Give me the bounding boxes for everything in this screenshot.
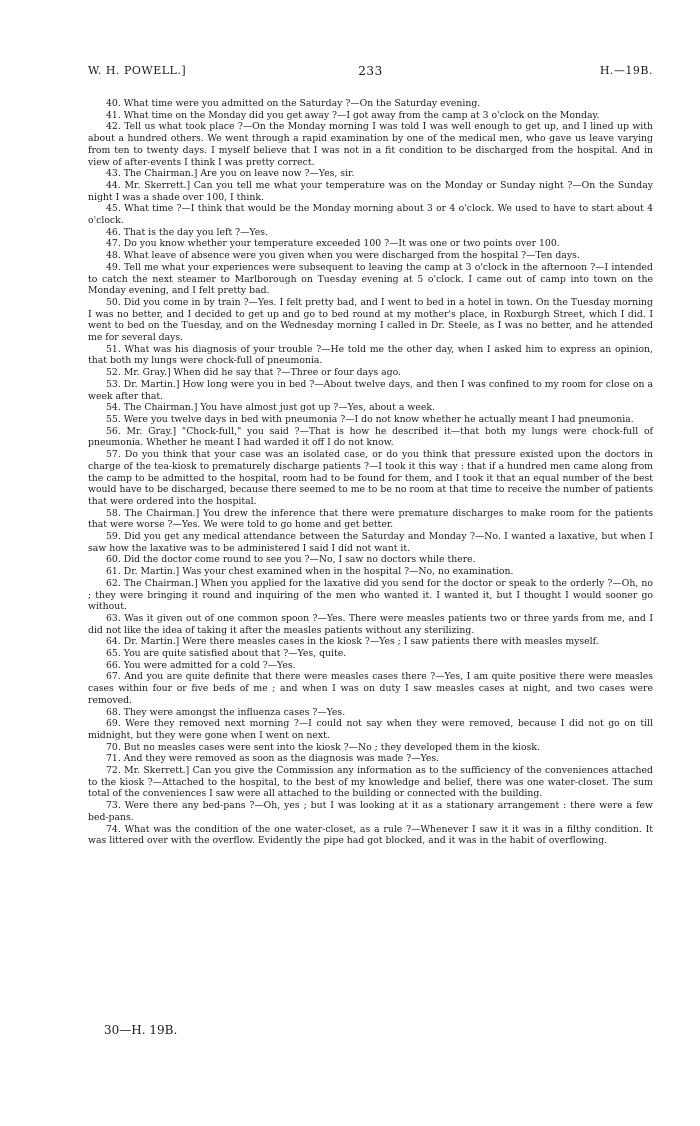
testimony-body xyxy=(88,98,653,847)
testimony-paragraph: 58. The Chairman.] You drew the inference that there were premature discharges to make room for the patients that were worse ?—Yes. We were told to go home and get better. xyxy=(88,507,653,531)
testimony-paragraph: 52. Mr. Gray.] When did he say that ?—Three or four days ago. xyxy=(106,367,401,379)
testimony-paragraph: 70. But no measles cases were sent into the kiosk ?—No ; they developed them in the kiosk. xyxy=(106,741,540,753)
testimony-paragraph: 51. What was his diagnosis of your trouble ?—He told me the other day, when I asked him to express an opinion, that both my lungs were chock-full of pneumonia. xyxy=(88,343,653,367)
testimony-paragraph: 65. You are quite satisfied about that ?—Yes, quite. xyxy=(106,648,347,660)
testimony-paragraph: 45. What time ?—I think that would be the Monday morning about 3 or 4 o'clock. We used to have to start about 4 o'clock. xyxy=(88,203,653,227)
testimony-paragraph: 43. The Chairman.] Are you on leave now ?—Yes, sir. xyxy=(106,168,355,180)
testimony-paragraph: 62. The Chairman.] When you applied for the laxative did you send for the doctor or speak to the orderly ?—Oh, no ; they were bringing it round and inquiring of the men who wanted it. I wanted it, but I thought I would sooner go without. xyxy=(88,577,653,613)
testimony-paragraph: 68. They were amongst the influenza cases ?—Yes. xyxy=(106,706,346,718)
header-document-reference: H.—19B. xyxy=(599,64,653,77)
testimony-paragraph: 46. That is the day you left ?—Yes. xyxy=(106,226,268,238)
testimony-paragraph: 42. Tell us what took place ?—On the Monday morning I was told I was well enough to get up, and I lined up with about a hundred others. We went through a rapid examination by one of the medical men, who gave us leave varying from ten to twenty days. I myself believe that I was not in a fit condition to be discharged from the hospital. And in view of after-events I think I was pretty correct. xyxy=(88,121,653,168)
testimony-paragraph: 73. Were there any bed-pans ?—Oh, yes ; but I was looking at it as a stationary arrangement : there were a few bed-pans. xyxy=(88,800,653,823)
testimony-paragraph: 55. Were you twelve days in bed with pneumonia ?—I do not know whether he actually meant I had pneumonia. xyxy=(106,413,634,425)
running-head xyxy=(88,64,653,80)
testimony-paragraph: 44. Mr. Skerrett.] Can you tell me what your temperature was on the Monday or Sunday night ?—On the Sunday night I was a shade over 100, I think. xyxy=(88,179,653,203)
testimony-paragraph: 60. Did the doctor come round to see you ?—No, I saw no doctors while there. xyxy=(106,554,476,566)
header-witness-name: W. H. POWELL.] xyxy=(88,64,187,77)
testimony-paragraph: 50. Did you come in by train ?—Yes. I felt pretty bad, and I went to bed in a hotel in town. On the Tuesday morning I was no better, and I decided to get up and go to bed round at my mother's place, in Roxburgh Street, which I did. I went to bed on the Tuesday, and on the Wednesday morning I called in Dr. Steele, as I was no better, and he attended me for several days. xyxy=(88,296,653,344)
testimony-paragraph: 47. Do you know whether your temperature exceeded 100 ?—It was one or two points over 100. xyxy=(106,238,560,250)
testimony-paragraph: 49. Tell me what your experiences were subsequent to leaving the camp at 3 o'clock in the afternoon ?—I intended to catch the next steamer to Marlborough on Tuesday evening at 5 o'clock. I came out of camp into town on the Monday evening, and I felt pretty bad. xyxy=(88,261,653,297)
testimony-paragraph: 57. Do you think that your case was an isolated case, or do you think that pressure existed upon the doctors in charge of the tea-kiosk to prematurely discharge patients ?—I took it this way : that if a hundred men came along from the camp to be admitted to the hospital, room had to be found for them, and I took it that an equal number of the best would have to be discharged, because there seemed to me to be no room at that time to receive the number of patients that were ordered into the hospital. xyxy=(88,449,653,507)
testimony-paragraph: 72. Mr. Skerrett.] Can you give the Commission any information as to the sufficiency of the conveniences attached to the kiosk ?—Attached to the hospital, to the best of my knowledge and belief, there was one water-closet. The sum total of the conveniences I saw were all attached to the building or connected with the building. xyxy=(88,765,653,800)
testimony-paragraph: 71. And they were removed as soon as the diagnosis was made ?—Yes. xyxy=(106,753,440,765)
testimony-paragraph: 64. Dr. Martin.] Were there measles cases in the kiosk ?—Yes ; I saw patients there with measles myself. xyxy=(106,636,599,648)
testimony-paragraph: 53. Dr. Martin.] How long were you in bed ?—About twelve days, and then I was confined to my room for close on a week after that. xyxy=(88,378,653,402)
testimony-paragraph: 41. What time on the Monday did you get away ?—I got away from the camp at 3 o'clock on the Monday. xyxy=(106,109,600,121)
testimony-paragraph: 40. What time were you admitted on the Saturday ?—On the Saturday evening. xyxy=(106,98,481,109)
testimony-paragraph: 67. And you are quite definite that there were measles cases there ?—Yes, I am quite positive there were measles cases within four or five beds of me ; and when I was on duty I saw measles cases at night, and two cases were removed. xyxy=(88,671,653,706)
testimony-paragraph: 59. Did you get any medical attendance between the Saturday and Monday ?—No. I wanted a laxative, but when I saw how the laxative was to be administered I said I did not want it. xyxy=(88,531,653,554)
testimony-paragraph: 54. The Chairman.] You have almost just got up ?—Yes, about a week. xyxy=(106,402,435,414)
testimony-paragraph: 69. Were they removed next morning ?—I could not say when they were removed, because I did not go on till midnight, but they were gone when I went on next. xyxy=(88,718,653,741)
page-number: 233 xyxy=(358,64,383,78)
testimony-paragraph: 48. What leave of absence were you given when you were discharged from the hospital ?—Ten days. xyxy=(106,250,580,262)
testimony-paragraph: 56. Mr. Gray.] "Chock-full," you said ?—That is how he described it—that both my lungs were chock-full of pneumonia. Whether he meant I had warded it off I do not know. xyxy=(88,425,653,449)
testimony-paragraph: 66. You were admitted for a cold ?—Yes. xyxy=(106,659,296,671)
testimony-paragraph: 74. What was the condition of the one water-closet, as a rule ?—Whenever I saw it it was in a filthy condition. It was littered over with the overflow. Evidently the pipe had got blocked, and it was in the habit of overflowing. xyxy=(88,823,653,847)
printer-signature: 30—H. 19B. xyxy=(104,1023,178,1037)
testimony-paragraph: 61. Dr. Martin.] Was your chest examined when in the hospital ?—No, no examination. xyxy=(106,566,514,578)
testimony-paragraph: 63. Was it given out of one common spoon ?—Yes. There were measles patients two or three yards from me, and I did not like the idea of taking it after the measles patients without any sterilizing. xyxy=(88,612,653,636)
